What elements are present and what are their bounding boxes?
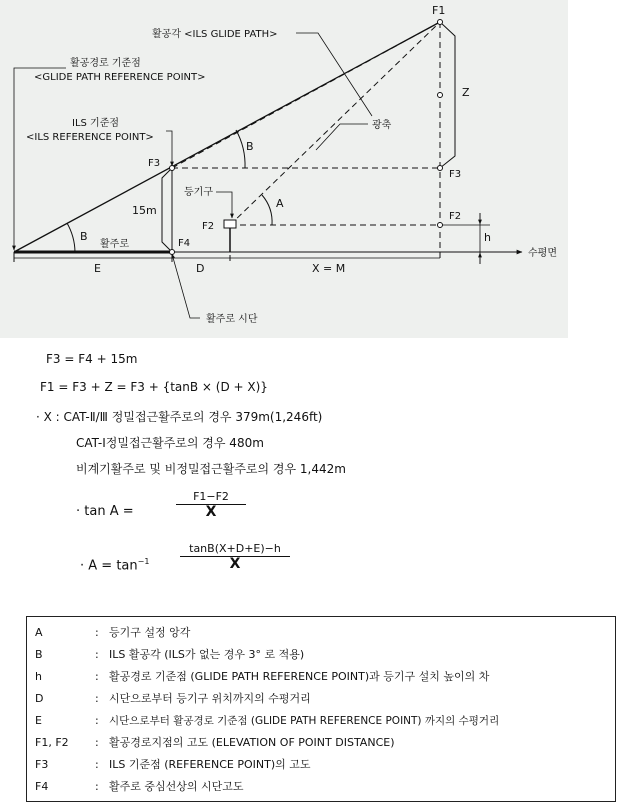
beam-axis-label: 광축: [372, 120, 392, 131]
legend-row: [35, 623, 190, 643]
legend-symbol: F4: [35, 780, 49, 793]
f2-right-label: F2: [449, 211, 462, 222]
formula-a-fraction: [180, 542, 290, 572]
b-upper-label: B: [246, 140, 254, 153]
legend-symbol: F3: [35, 758, 49, 771]
legend-description: ILS 활공각 (ILS가 없는 경우 3° 로 적용): [109, 648, 305, 661]
diagram-background: [0, 0, 568, 338]
f2-left-label: F2: [202, 221, 215, 232]
formula-x-nonprecision: 비계기활주로 및 비정밀접근활주로의 경우 1,442m: [76, 462, 346, 476]
legend-row: [35, 711, 499, 731]
f3-right-label: F3: [449, 169, 462, 180]
legend-colon: :: [95, 626, 99, 639]
legend-description: 등기구 설정 앙각: [109, 626, 191, 639]
legend-colon: :: [95, 736, 99, 749]
f2-right-point: [438, 223, 443, 228]
f3-point: [170, 166, 175, 171]
legend-box: [26, 616, 616, 802]
threshold-label: 활주로 시단: [206, 314, 258, 325]
z-mid-point: [438, 93, 443, 98]
legend-description: 활공경로 기준점 (GLIDE PATH REFERENCE POINT)과 등기구 설치 높이의 차: [109, 670, 490, 683]
f3-right-point: [438, 166, 443, 171]
glide-path-label: 활공각 <ILS GLIDE PATH>: [152, 29, 278, 40]
h-label: h: [484, 231, 491, 244]
formula-x-cat23: · X : CAT-Ⅱ/Ⅲ 정밀접근활주로의 경우 379m(1,246ft): [36, 410, 323, 424]
legend-row: [35, 755, 311, 775]
legend-description: 활공경로지점의 고도 (ELEVATION OF POINT DISTANCE): [109, 736, 395, 749]
z-label: Z: [462, 86, 470, 99]
legend-symbol: A: [35, 626, 43, 639]
f4-label: F4: [178, 238, 191, 249]
gpr-en-label: <GLIDE PATH REFERENCE POINT>: [34, 72, 206, 83]
glide-path-diagram: [0, 0, 620, 340]
formula-f1: F1 = F3 + Z = F3 + {tanB × (D + X)}: [40, 380, 268, 394]
a-lhs-text: · A = tan: [80, 558, 138, 574]
legend-description: 시단으로부터 등기구 위치까지의 수평거리: [109, 692, 311, 705]
f1-top-label: F1: [432, 4, 446, 17]
legend-colon: :: [95, 780, 99, 793]
legend-symbol: h: [35, 670, 42, 683]
formula-f3: F3 = F4 + 15m: [46, 352, 138, 366]
legend-description: 시단으로부터 활공경로 기준점 (GLIDE PATH REFERENCE POINT) 까지의 수평거리: [109, 715, 500, 727]
legend-row: [35, 777, 244, 797]
legend-symbol: F1, F2: [35, 736, 69, 749]
b-lower-label: B: [80, 230, 88, 243]
formula-tan-a-fraction: [176, 490, 246, 520]
formula-tan-a-lhs: · tan A =: [76, 504, 134, 519]
a-angle-label: A: [276, 197, 284, 210]
legend-symbol: E: [35, 714, 42, 727]
legend-row: [35, 689, 311, 709]
runway-label: 활주로: [100, 239, 129, 250]
tan-a-denominator: X: [205, 504, 217, 520]
a-denominator: X: [229, 556, 241, 572]
f3-left-label: F3: [148, 158, 161, 169]
x-m-label: X = M: [312, 262, 346, 275]
legend-row: [35, 733, 395, 753]
legend-symbol: D: [35, 692, 44, 705]
height-15m-label: 15m: [132, 204, 157, 217]
legend-colon: :: [95, 670, 99, 683]
f4-point: [170, 250, 175, 255]
a-numerator: tanB(X+D+E)−h: [180, 542, 290, 557]
legend-description: 활주로 중심선상의 시단고도: [109, 780, 244, 793]
a-exponent: −1: [137, 557, 150, 566]
tan-a-numerator: F1−F2: [176, 490, 246, 505]
legend-colon: :: [95, 648, 99, 661]
e-label: E: [94, 262, 101, 275]
legend-colon: :: [95, 758, 99, 771]
legend-row: [35, 667, 489, 687]
legend-description: ILS 기준점 (REFERENCE POINT)의 고도: [109, 758, 311, 771]
ils-ref-en-label: <ILS REFERENCE POINT>: [26, 132, 154, 143]
gpr-ko-label: 활공경로 기준점: [70, 58, 141, 69]
d-label: D: [196, 262, 205, 275]
legend-row: [35, 645, 304, 665]
legend-symbol: B: [35, 648, 43, 661]
formula-a-lhs: [80, 557, 149, 573]
legend-colon: :: [95, 692, 99, 705]
legend-colon: :: [95, 714, 99, 727]
horizontal-plane-label: 수평면: [528, 248, 557, 259]
f1-point: [438, 20, 443, 25]
ils-ref-ko-label: ILS 기준점: [72, 118, 120, 129]
formula-x-cat1: CAT-Ⅰ정밀접근활주로의 경우 480m: [76, 436, 264, 450]
light-unit-label: 등기구: [184, 187, 213, 198]
